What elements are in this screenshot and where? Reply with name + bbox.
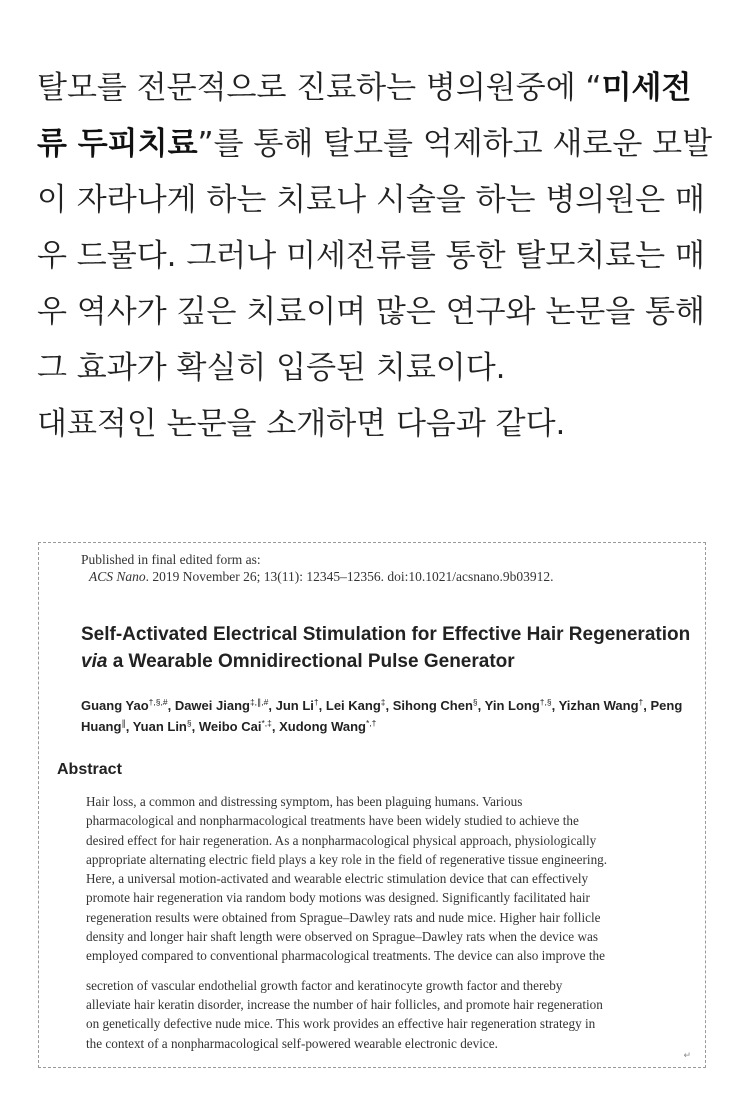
korean-line: 탈모를 전문적으로 진료하는 병의원중에 “미세전 [37, 70, 692, 106]
abstract-line: secretion of vascular endothelial growth factor and keratinocyte growth factor and thereby [86, 977, 563, 993]
korean-intro-text [37, 60, 713, 452]
author-list: Guang Yao†,§,#, Dawei Jiang‡,∥,#, Jun Li†, Lei Kang‡, Sihong Chen§, Yin Long†,§, Yizhan Wang†, Peng Huang∥, Yuan Lin§, Weibo Cai*,‡, Xudong Wang*,† [81, 697, 683, 734]
author-affiliation: † [638, 697, 644, 707]
korean-line: 대표적인 논문을 소개하면 다음과 같다. [37, 406, 566, 442]
abstract-line: employed compared to conventional pharmacological treatments. The device can also improve the [86, 948, 606, 964]
abstract-line: pharmacological and nonpharmacological treatments have been widely studied to achieve the [86, 813, 579, 829]
abstract-line: density and longer hair shaft length were observed on Sprague–Dawley rats when the device was [86, 929, 598, 945]
korean-line: 이 자라나게 하는 치료나 시술을 하는 병의원은 매 [37, 182, 705, 218]
paper-excerpt [38, 542, 706, 1068]
author-name: Sihong Chen [392, 698, 473, 713]
journal-name: ACS Nano [89, 569, 146, 584]
citation [81, 568, 553, 585]
author-name: Lei Kang [325, 698, 381, 713]
author-name: Jun Li [275, 698, 314, 713]
author-name: Peng Huang [81, 698, 683, 734]
author-name: Yizhan Wang [558, 698, 639, 713]
author-name: Weibo Cai [198, 719, 262, 734]
author-name: Guang Yao [81, 698, 149, 713]
publication-info [81, 551, 553, 585]
abstract-line: desired effect for hair regeneration. As a nonpharmacological physical approach, physiologically [86, 832, 597, 848]
published-label: Published in final edited form as: [81, 552, 261, 567]
author-name: Yuan Lin [132, 719, 187, 734]
abstract-line: the context of a nonpharmacological self-powered wearable electronic device. [86, 1035, 498, 1051]
author-name: Yin Long [484, 698, 540, 713]
abstract-line: appropriate alternating electric field plays a key role in the field of regenerative tissue engineering. [86, 851, 608, 867]
korean-line: 우 역사가 깊은 치료이며 많은 연구와 논문을 통해 [37, 294, 705, 330]
author-affiliation: †,§ [539, 697, 552, 707]
abstract-line: on genetically defective nude mice. This work provides an effective hair regeneration strategy in [86, 1016, 596, 1032]
author-affiliation: † [313, 697, 319, 707]
abstract-line: Here, a universal motion-activated and wearable electric stimulation device that can effectively [86, 871, 589, 887]
korean-line: 그 효과가 확실히 입증된 치료이다. [37, 350, 506, 386]
author-affiliation: *,‡ [261, 718, 272, 728]
author-affiliation: § [472, 697, 478, 707]
korean-line: 우 드물다. 그러나 미세전류를 통한 탈모치료는 매 [37, 238, 705, 274]
return-mark-icon: ↵ [683, 1051, 691, 1061]
paper-title: Self-Activated Electrical Stimulation for Effective Hair Regeneration via a Wearable Omnidirectional Pulse Generator [81, 624, 691, 672]
abstract-line: alleviate hair keratin disorder, increase the number of hair follicles, and promote hair regeneration [86, 996, 603, 1012]
author-name: Xudong Wang [279, 719, 366, 734]
citation-details: . 2019 November 26; 13(11): 12345–12356. doi:10.1021/acsnano.9b03912. [145, 569, 554, 584]
abstract-body [86, 792, 691, 1053]
author-name: Dawei Jiang [174, 698, 250, 713]
author-affiliation: ‡ [380, 697, 386, 707]
author-affiliation: *,† [365, 718, 377, 728]
korean-line: 류 두피치료”를 통해 탈모를 억제하고 새로운 모발 [37, 126, 713, 162]
abstract-heading: Abstract [57, 761, 122, 778]
abstract-line: regeneration results were obtained from Sprague–Dawley rats and nude mice. Higher hair follicle [86, 909, 601, 925]
author-affiliation: § [186, 718, 192, 728]
abstract-line: Hair loss, a common and distressing symptom, has been plaguing humans. Various [86, 794, 523, 809]
author-affiliation: †,§,# [148, 697, 168, 707]
author-affiliation: ‡,∥,# [249, 697, 269, 707]
author-affiliation: ∥ [121, 718, 126, 728]
abstract-line: promote hair regeneration via random body motions was designed. Significantly facilitated hair [86, 890, 590, 906]
